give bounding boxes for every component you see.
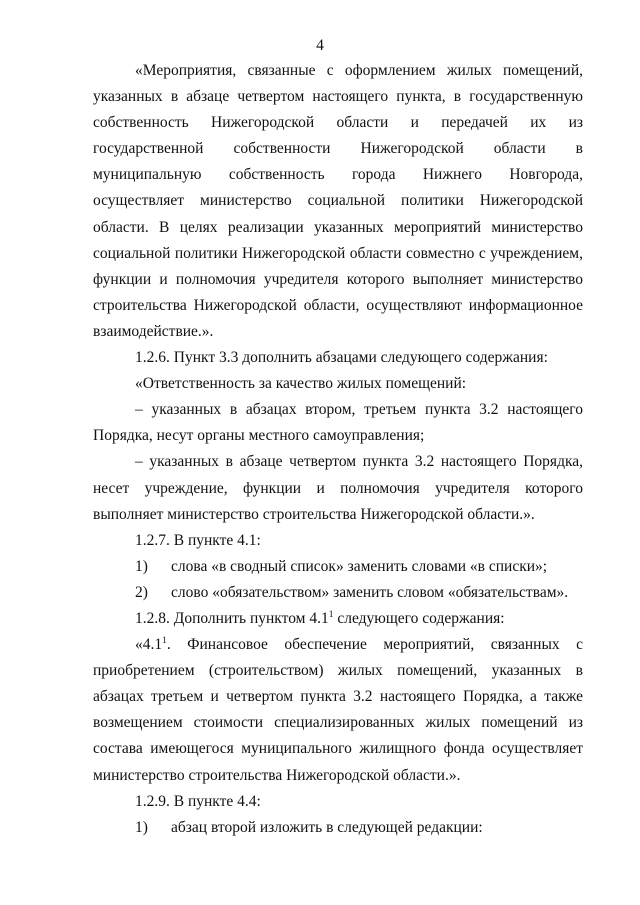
paragraph-1-2-8 — [93, 606, 583, 632]
paragraph-institution-responsibility: – указанных в абзаце четвертом пункта 3.2 настоящего Порядка, несет учреждение, функции и полномочия учредителя которого выполняет министерство строительства Нижегородской области.». — [93, 453, 583, 523]
paragraph-1-2-6: 1.2.6. Пункт 3.3 дополнить абзацами следующего содержания: — [135, 349, 548, 367]
paragraph-4-1-1-financing — [93, 632, 583, 789]
list-item-text: слово «обязательством» заменить словом «обязательствам». — [171, 583, 569, 601]
superscript: 1 — [162, 636, 167, 647]
paragraph-1-2-7: 1.2.7. В пункте 4.1: — [135, 531, 261, 549]
paragraph-1-2-8-suffix: следующего содержания: — [333, 609, 505, 627]
paragraph-4-1-1-prefix: «4.1 — [135, 636, 163, 654]
list-item-number: 1) — [135, 557, 148, 575]
list-item-number: 1) — [135, 818, 148, 836]
paragraph-measures-social-policy: «Мероприятия, связанные с оформлением жилых помещений, указанных в абзаце четвертом настоящего пункта, в государственную собственность Нижегородской области и передачей их из государственной собственности Нижегородской области в муниципальную собственность города Нижнего Новгорода, осуществляет министерство социальной политики Нижегородской области. В целях реализации указанных мероприятий министерство социальной политики Нижегородской области совместно с учреждением, функции и полномочия учредителя которого выполняет министерство строительства Нижегородской области, осуществляют информационное взаимодействие.». — [93, 62, 583, 340]
superscript: 1 — [328, 609, 334, 620]
document-body — [93, 58, 583, 841]
paragraph-1-2-8-prefix: 1.2.8. Дополнить пунктом 4.1 — [135, 609, 329, 627]
list-item — [93, 580, 583, 606]
paragraph-quality-responsibility: «Ответственность за качество жилых помещений: — [135, 375, 467, 393]
list-item — [93, 815, 583, 841]
paragraph-1-2-9: 1.2.9. В пункте 4.4: — [135, 792, 261, 810]
paragraph-local-government-responsibility: – указанных в абзацах втором, третьем пункта 3.2 настоящего Порядка, несут органы местного самоуправления; — [93, 401, 583, 445]
page-number: 4 — [316, 37, 324, 54]
list-item-number: 2) — [135, 583, 148, 601]
paragraph-4-1-1-text: . Финансовое обеспечение мероприятий, связанных с приобретением (строительством) жилых помещений, указанных в абзацах третьем и четвертом пункта 3.2 настоящего Порядка, а также возмещением стоимости специализированных жилых помещений из состава имеющегося муниципального жилищного фонда осуществляет министерство строительства Нижегородской области.». — [93, 636, 583, 784]
list-item-text: слова «в сводный список» заменить словами «в списки»; — [171, 557, 548, 575]
list-item-text: абзац второй изложить в следующей редакции: — [171, 818, 483, 836]
list-item — [93, 554, 583, 580]
